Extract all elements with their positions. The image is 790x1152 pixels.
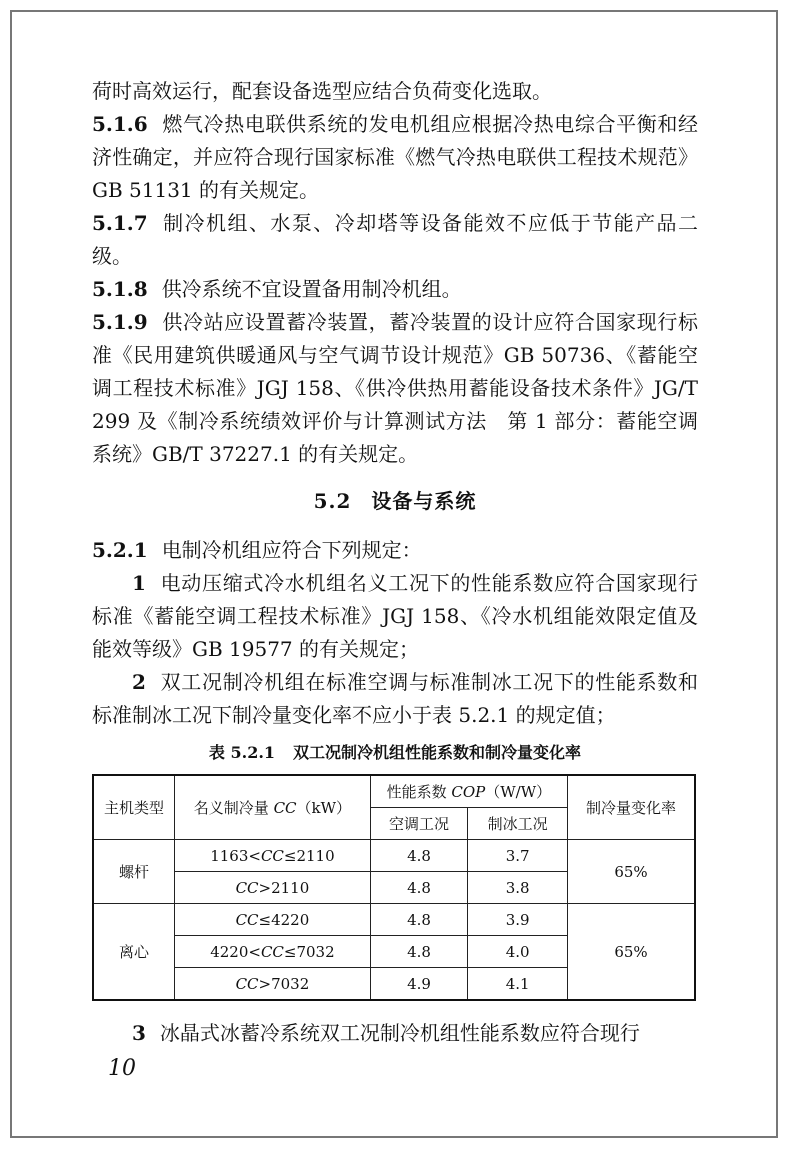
cell-type: 螺杆: [93, 840, 175, 904]
clause-text: 供冷系统不宜设置备用制冷机组。: [161, 277, 462, 301]
cell-type: 离心: [93, 904, 175, 1001]
table-row: [93, 840, 695, 872]
cell-capacity: CC>7032: [175, 968, 371, 1001]
cell-ac: 4.8: [370, 840, 468, 872]
performance-table: [92, 774, 696, 1001]
clause-number: 5.1.9: [92, 310, 148, 334]
item-number: 1: [132, 571, 146, 595]
clause-text: 电制冷机组应符合下列规定：: [161, 538, 422, 562]
header-type: 主机类型: [93, 775, 175, 840]
cell-capacity: CC≤4220: [175, 904, 371, 936]
cell-ac: 4.8: [370, 872, 468, 904]
clause-5-1-6: [92, 108, 698, 207]
header-ice: 制冰工况: [468, 808, 568, 840]
table-row: [93, 904, 695, 936]
table-caption: [92, 742, 698, 764]
cell-ice: 4.1: [468, 968, 568, 1001]
clause-text: 制冷机组、水泵、冷却塔等设备能效不应低于节能产品二级。: [92, 211, 698, 268]
cell-ice: 4.0: [468, 936, 568, 968]
clause-text: 燃气冷热电联供系统的发电机组应根据冷热电综合平衡和经济性确定，并应符合现行国家标准《燃气冷热电联供工程技术规范》GB 51131 的有关规定。: [92, 112, 698, 202]
clause-5-1-8: [92, 273, 698, 306]
header-ac: 空调工况: [370, 808, 468, 840]
item-text: 冰晶式冰蓄冷系统双工况制冷机组性能系数应符合现行: [159, 1021, 640, 1045]
cell-ac: 4.8: [370, 904, 468, 936]
page-number: 10: [108, 1056, 136, 1081]
page-content: [92, 75, 698, 1050]
cell-ice: 3.7: [468, 840, 568, 872]
list-item-2: [92, 666, 698, 732]
cell-ice: 3.9: [468, 904, 568, 936]
cell-ice: 3.8: [468, 872, 568, 904]
header-capacity: 名义制冷量 CC（kW）: [175, 775, 371, 840]
cell-ac: 4.8: [370, 936, 468, 968]
cell-capacity: 1163<CC≤2110: [175, 840, 371, 872]
item-number: 2: [132, 670, 146, 694]
item-text: 电动压缩式冷水机组名义工况下的性能系数应符合国家现行标准《蓄能空调工程技术标准》JGJ 158、《冷水机组能效限定值及能效等级》GB 19577 的有关规定；: [92, 571, 698, 661]
list-item-1: [92, 567, 698, 666]
section-number: 5.2: [313, 489, 352, 513]
clause-number: 5.2.1: [92, 538, 148, 562]
cell-rate: 65%: [567, 904, 695, 1001]
cell-capacity: 4220<CC≤7032: [175, 936, 371, 968]
header-cop: 性能系数 COP（W/W）: [370, 775, 567, 808]
item-text: 双工况制冷机组在标准空调与标准制冰工况下的性能系数和标准制冰工况下制冷量变化率不应小于表 5.2.1 的规定值；: [92, 670, 698, 727]
item-number: 3: [132, 1021, 146, 1045]
paragraph-continuation: 荷时高效运行，配套设备选型应结合负荷变化选取。: [92, 79, 552, 103]
table-title: 双工况制冷机组性能系数和制冷量变化率: [293, 743, 582, 762]
clause-number: 5.1.8: [92, 277, 148, 301]
cell-capacity: CC>2110: [175, 872, 371, 904]
table-header-row: [93, 775, 695, 808]
clause-5-2-1: [92, 534, 698, 567]
cell-ac: 4.9: [370, 968, 468, 1001]
clause-text: 供冷站应设置蓄冷装置，蓄冷装置的设计应符合国家现行标准《民用建筑供暖通风与空气调节设计规范》GB 50736、《蓄能空调工程技术标准》JGJ 158、《供冷供热用蓄能设备技术条件》JG/T 299 及《制冷系统绩效评价与计算测试方法 第 1 部分：蓄能空调系统》GB/T 37227.1 的有关规定。: [92, 310, 698, 466]
list-item-3: [92, 1017, 698, 1050]
header-rate: 制冷量变化率: [567, 775, 695, 840]
section-heading: [92, 485, 698, 518]
cell-rate: 65%: [567, 840, 695, 904]
clause-5-1-9: [92, 306, 698, 471]
section-title: 设备与系统: [371, 489, 477, 513]
clause-number: 5.1.6: [92, 112, 148, 136]
table-number: 表 5.2.1: [208, 743, 276, 762]
clause-5-1-7: [92, 207, 698, 273]
clause-number: 5.1.7: [92, 211, 148, 235]
